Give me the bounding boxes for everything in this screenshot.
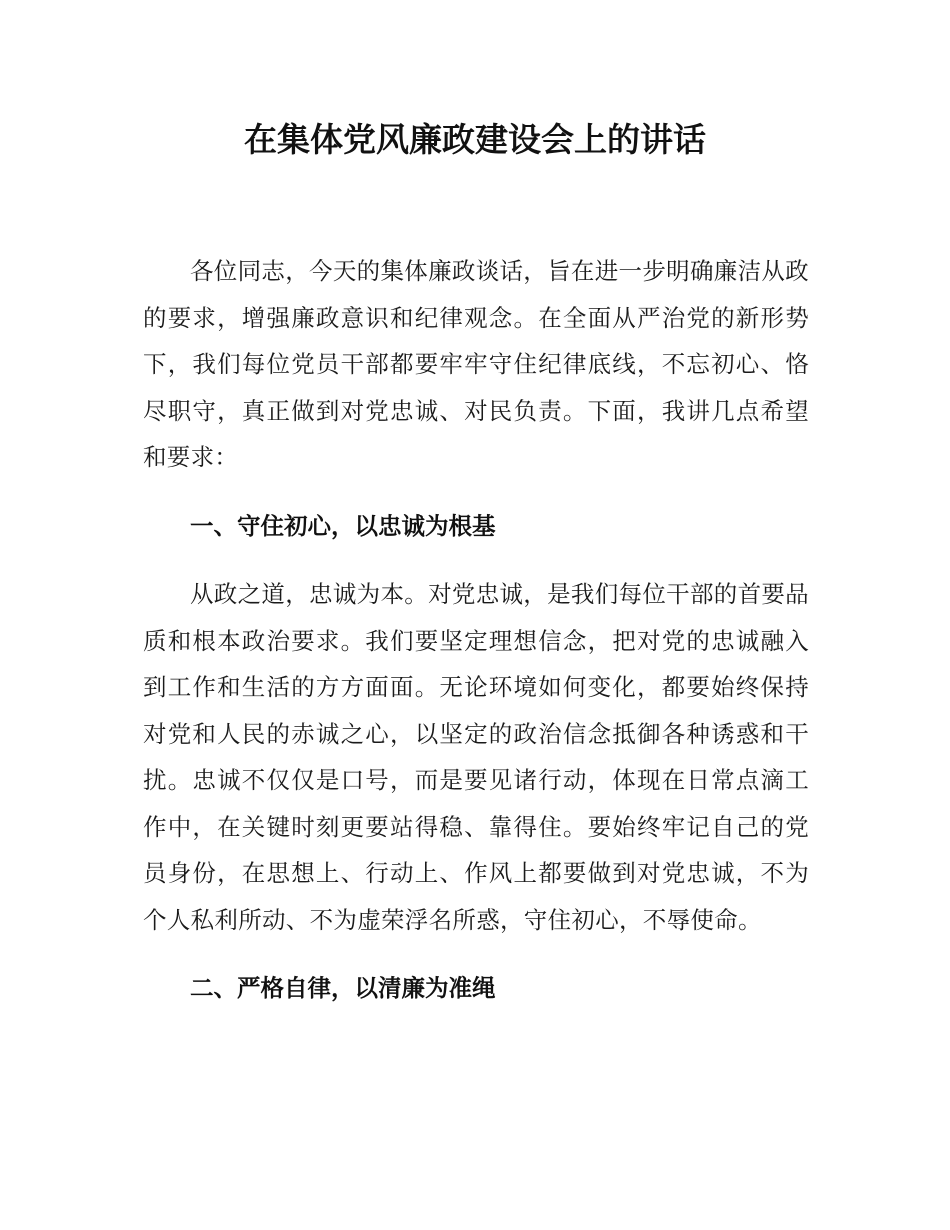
intro-paragraph: 各位同志，今天的集体廉政谈话，旨在进一步明确廉洁从政的要求，增强廉政意识和纪律观念。在全面从严治党的新形势下，我们每位党员干部都要牢牢守住纪律底线，不忘初心、恪尽职守，真正做到对党忠诚、对民负责。下面，我讲几点希望和要求： xyxy=(143,257,809,471)
section-1-paragraph: 从政之道，忠诚为本。对党忠诚，是我们每位干部的首要品质和根本政治要求。我们要坚定理想信念，把对党的忠诚融入到工作和生活的方方面面。无论环境如何变化，都要始终保持对党和人民的赤诚之心，以坚定的政治信念抵御各种诱惑和干扰。忠诚不仅仅是口号，而是要见诸行动，体现在日常点滴工作中，在关键时刻更要站得稳、靠得住。要始终牢记自己的党员身份，在思想上、行动上、作风上都要做到对党忠诚，不为个人私利所动、不为虚荣浮名所惑，守住初心，不辱使命。 xyxy=(143,580,809,934)
document-body xyxy=(143,248,809,1034)
document-title: 在集体党风廉政建设会上的讲话 xyxy=(244,120,706,159)
section-heading-1: 一、守住初心，以忠诚为根基 xyxy=(190,511,496,540)
section-heading-2: 二、严格自律，以清廉为准绳 xyxy=(190,974,496,1002)
